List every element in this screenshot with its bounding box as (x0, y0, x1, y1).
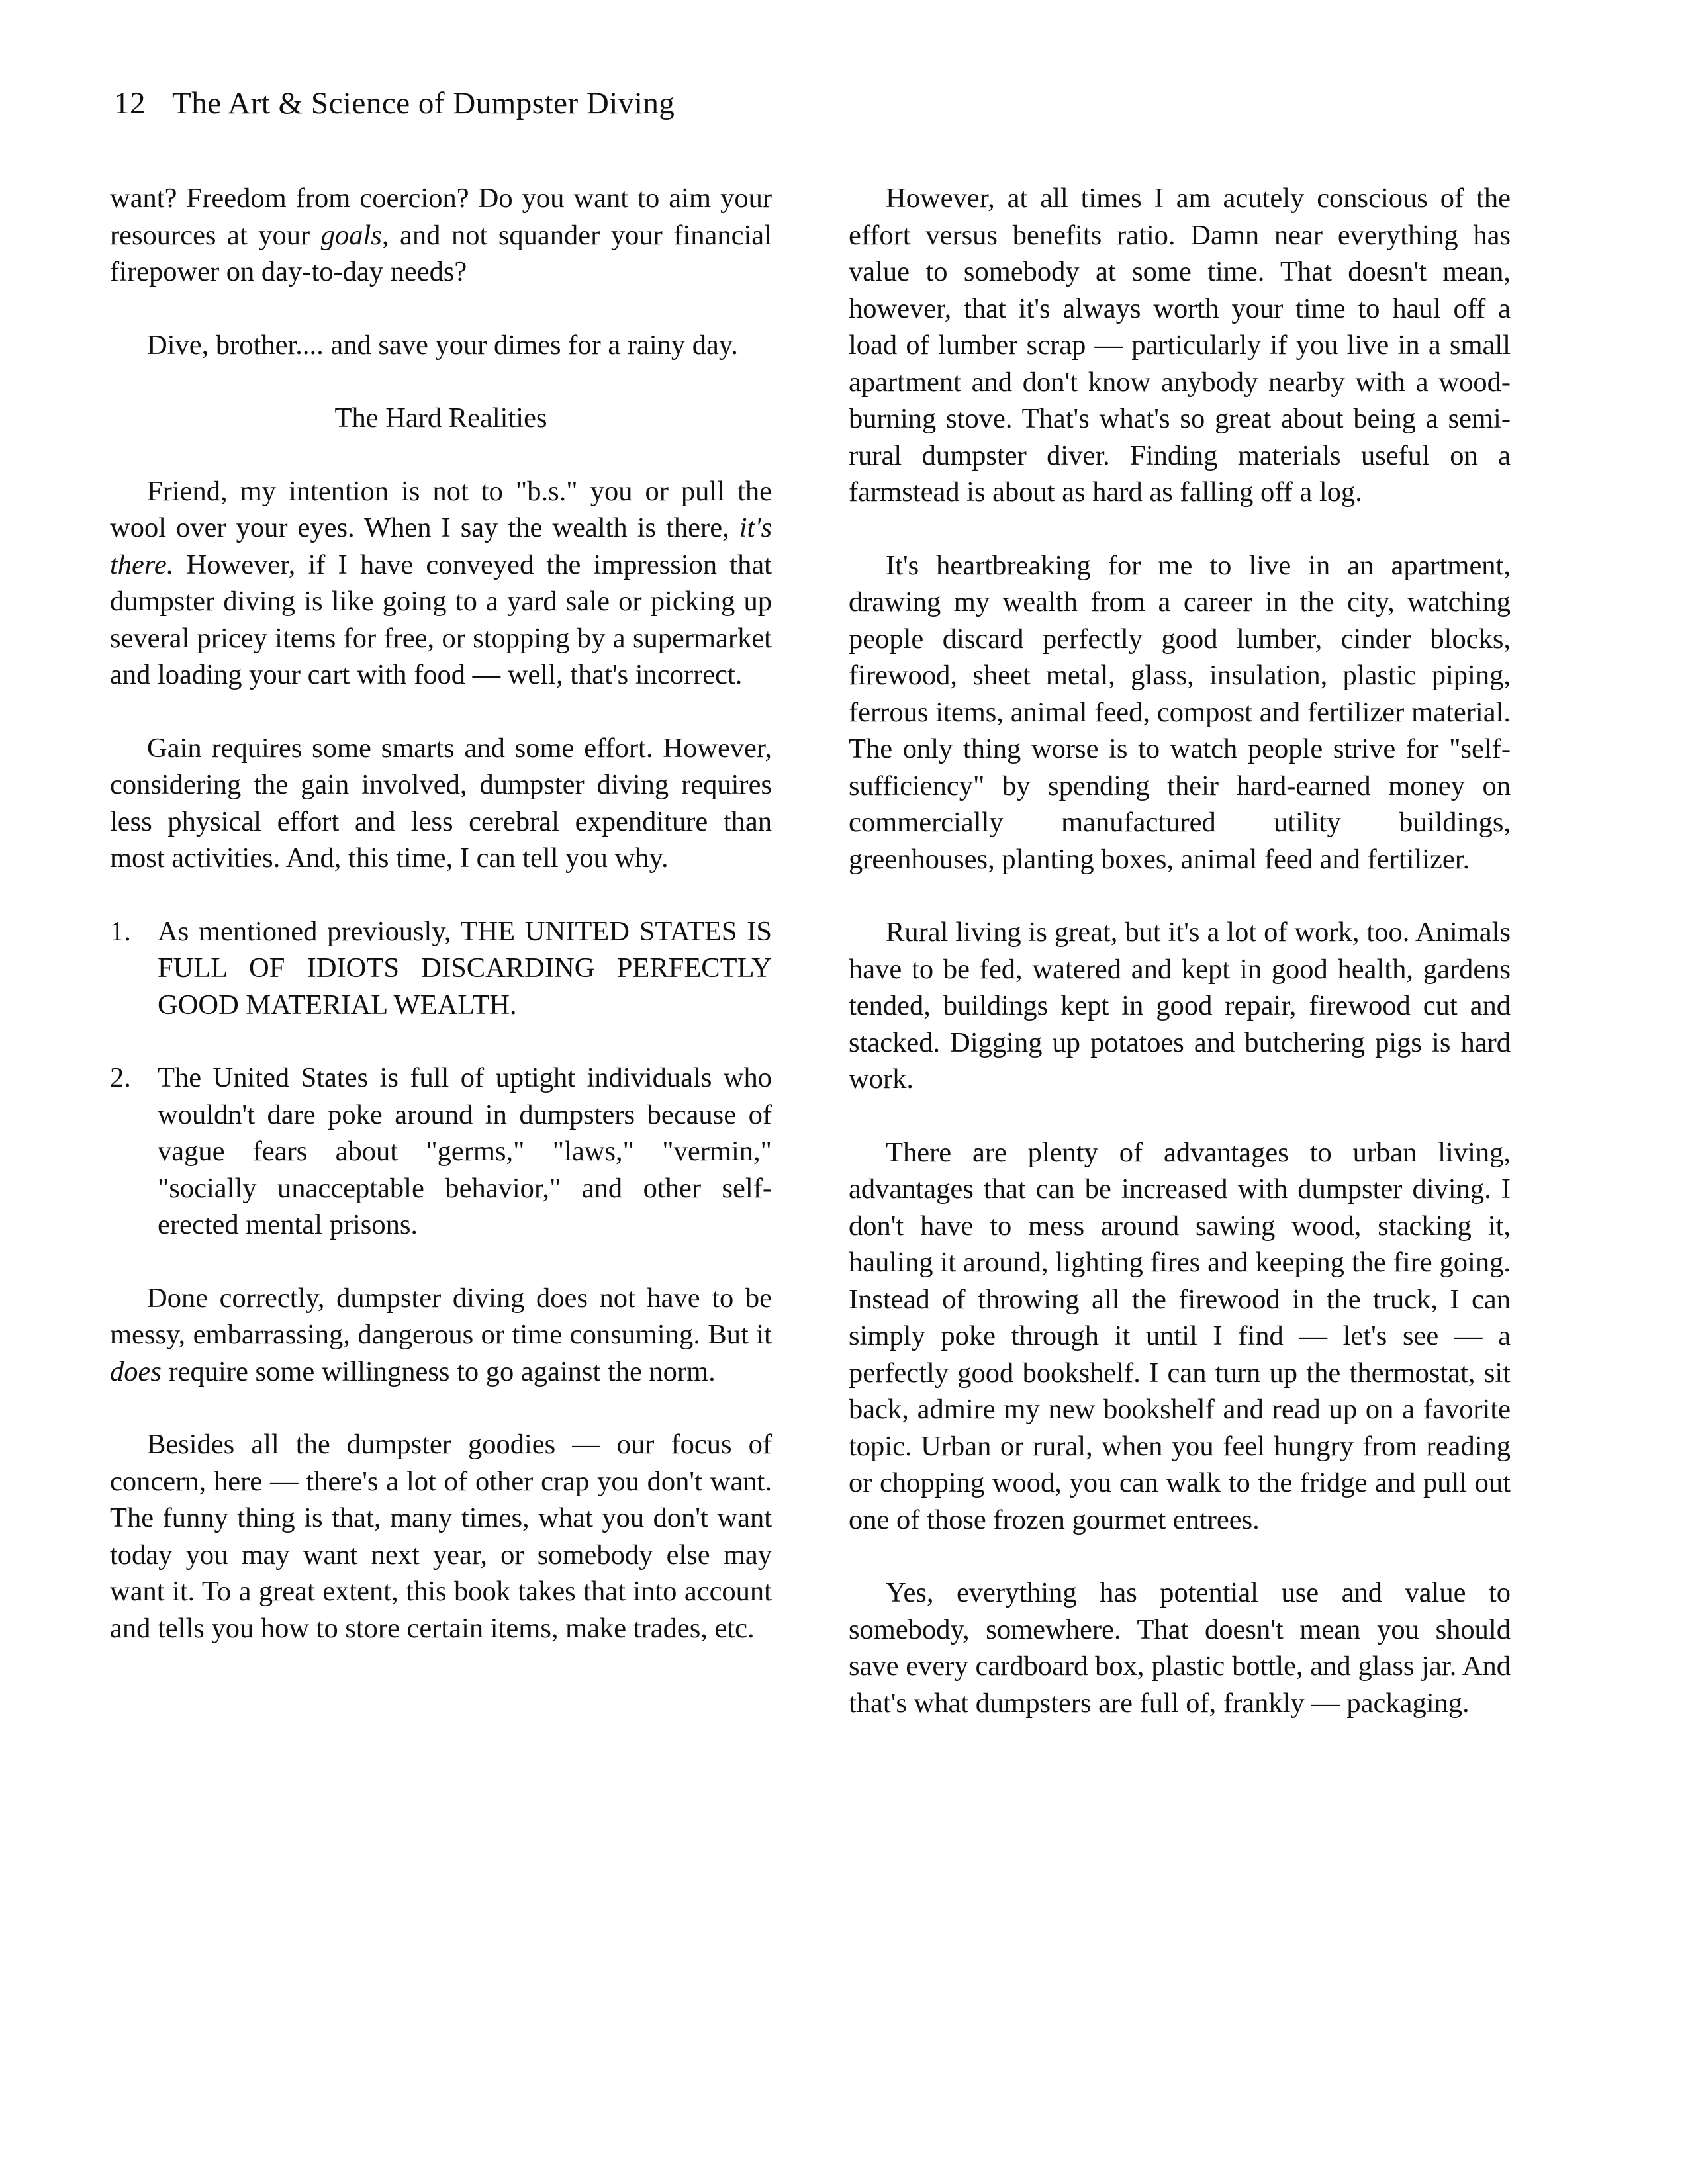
paragraph-text: However, if I have conveyed the impression that dumpster diving is like going to a yard sale or picking up several pricey items for free, or stopping by a supermarket and loading your cart with food — well, that's incorrect. (110, 549, 772, 690)
section-heading: The Hard Realities (334, 402, 547, 433)
paragraph-continuation (110, 180, 772, 291)
page-number: 12 (114, 86, 146, 120)
paragraph: There are plenty of advantages to urban living, advantages that can be increased with dumpster diving. I don't have to mess around sawing wood, stacking it, hauling it around, lighting fires and keeping the fire going. Instead of throwing all the firewood in the truck, I can simply poke through it until I find — let's see — a perfectly good bookshelf. I can turn up the thermostat, sit back, admire my new bookshelf and read up on a favorite topic. Urban or rural, when you feel hungry from reading or chopping wood, you can walk to the fridge and pull out one of those frozen gourmet entrees. (849, 1136, 1511, 1535)
paragraph-text: Friend, my intention is not to "b.s." you or pull the wool over your eyes. When I say the wealth is there, (110, 475, 772, 543)
list-item (110, 913, 772, 1024)
paragraph-text: require some willingness to go against the norm. (161, 1355, 716, 1387)
paragraph: Dive, brother.... and save your dimes for a rainy day. (147, 329, 739, 361)
list-item-text: The United States is full of uptight individuals who wouldn't dare poke around in dumpsters because of vague fears about "germs," "laws," "vermin," "socially unacceptable behavior," and other self-erected mental prisons. (158, 1062, 772, 1240)
running-head (114, 83, 675, 123)
paragraph (110, 473, 772, 694)
list-item (110, 1060, 772, 1244)
paragraph-text: and not squander your financial firepower on day-to-day needs? (110, 219, 772, 287)
paragraph: It's heartbreaking for me to live in an apartment, drawing my wealth from a career in the city, watching people discard perfectly good lumber, cinder blocks, firewood, sheet metal, glass, insulation, plastic piping, ferrous items, animal feed, compost and fertilizer material. The only thing worse is to watch people strive for "self-sufficiency" by spending their hard-earned money on commercially manufactured utility buildings, greenhouses, planting boxes, animal feed and fertilizer. (849, 549, 1511, 875)
list-item-number: 2. (110, 1062, 131, 1093)
emphasis-text: it's there. (110, 512, 772, 580)
paragraph-text: want? Freedom from coercion? Do you want to aim your resources at your (110, 183, 772, 251)
paragraph (110, 1280, 772, 1390)
paragraph: Rural living is great, but it's a lot of work, too. Animals have to be fed, watered and kept in good health, gardens tended, buildings kept in good repair, firewood cut and stacked. Digging up potatoes and butchering pigs is hard work. (849, 917, 1511, 1095)
left-column (110, 180, 772, 1647)
paragraph: However, at all times I am acutely conscious of the effort versus benefits ratio. Damn near everything has value to somebody at some time. That doesn't mean, however, that it's always worth your time to haul off a load of lumber scrap — particularly if you live in a small apartment and don't know anybody nearby with a wood-burning stove. That's what's so great about being a semi-rural dumpster diver. Finding materials useful on a farmstead is about as hard as falling off a log. (849, 183, 1511, 508)
right-column (849, 180, 1511, 1721)
paragraph: Yes, everything has potential use and value to somebody, somewhere. That doesn't mean you should save every cardboard box, plastic bottle, and glass jar. And that's what dumpsters are full of, frankly — packaging. (849, 1577, 1511, 1719)
list-item-number: 1. (110, 915, 131, 947)
book-title: The Art & Science of Dumpster Diving (172, 86, 675, 120)
paragraph-text: Done correctly, dumpster diving does not have to be messy, embarrassing, dangerous or time consuming. But it (110, 1282, 772, 1350)
emphasis-text: goals, (320, 219, 389, 251)
list-item-text: As mentioned previously, THE UNITED STATES IS FULL OF IDIOTS DISCARDING PERFECTLY GOOD MATERIAL WEALTH. (158, 915, 772, 1021)
emphasis-text: does (110, 1355, 162, 1387)
paragraph: Gain requires some smarts and some effort. However, considering the gain involved, dumpster diving requires less physical effort and less cerebral expenditure than most activities. And, this time, I can tell you why. (110, 732, 772, 874)
paragraph: Besides all the dumpster goodies — our focus of concern, here — there's a lot of other crap you don't want. The funny thing is that, many times, what you don't want today you may want next year, or somebody else may want it. To a great extent, this book takes that into account and tells you how to store certain items, make trades, etc. (110, 1429, 772, 1644)
